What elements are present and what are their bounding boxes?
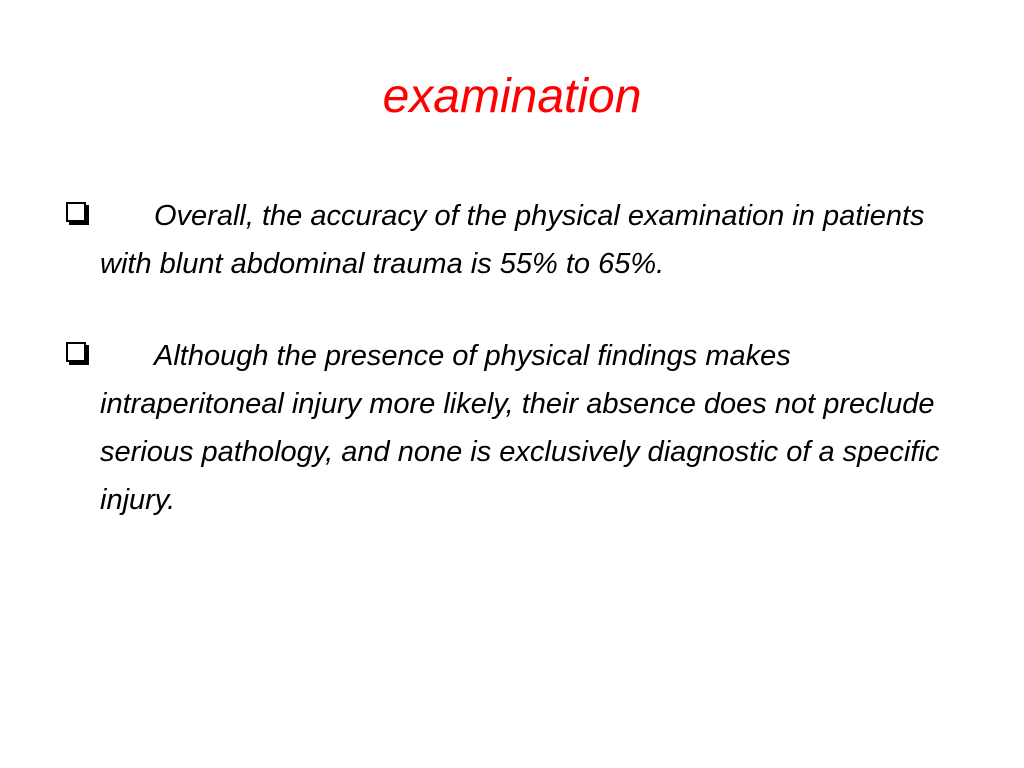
slide-title: examination <box>382 70 642 123</box>
bullet-text: Overall, the accuracy of the physical examination in patients with blunt abdominal trauma is 55% to 65%. <box>100 200 925 280</box>
checkbox-square-icon <box>66 202 86 222</box>
bullet-item <box>60 332 960 524</box>
bullet-item <box>60 192 960 288</box>
checkbox-square-icon <box>66 342 86 362</box>
bullet-text: Although the presence of physical findings makes intraperitoneal injury more likely, their absence does not preclude serious pathology, and none is exclusively diagnostic of a specific injury. <box>100 340 940 516</box>
bullet-list <box>60 192 960 524</box>
